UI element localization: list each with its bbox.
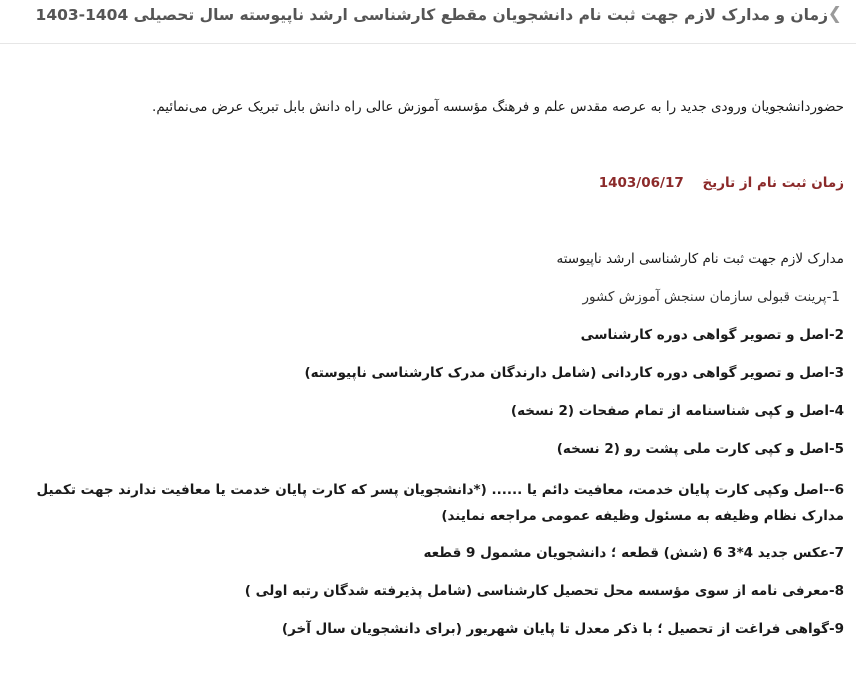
registration-label: زمان ثبت نام از تاریخ — [702, 175, 844, 191]
document-item-6: 6--اصل وکپی کارت پایان خدمت، معافیت دائم یا ...... (*دانشجویان پسر که کارت پایان خدمت یا معافیت ندارند جهت تکمیل مدارک نظام وظیفه به مسئول وظیفه عمومی مراجعه نمایند) — [36, 482, 844, 524]
document-item-1: 1-پرینت قبولی سازمان سنجش آموزش کشور — [582, 289, 840, 305]
document-item-9: 9-گواهی فراغت از تحصیل ؛ با ذکر معدل تا پایان شهریور (برای دانشجویان سال آخر) — [281, 621, 844, 637]
document-item-5: 5-اصل و کپی کارت ملی پشت رو (2 نسخه) — [556, 441, 844, 457]
registration-date: 1403/06/17 — [598, 175, 684, 191]
registration-date-line — [599, 173, 844, 193]
chevron-left-icon[interactable]: ❯ — [827, 4, 842, 24]
document-item-2: 2-اصل و تصویر گواهی دوره کارشناسی — [580, 327, 844, 343]
page-title[interactable]: زمان و مدارک لازم جهت ثبت نام دانشجویان مقطع کارشناسی ارشد ناپیوسته سال تحصیلی 1404-1403 — [35, 6, 828, 24]
document-item-3: 3-اصل و تصویر گواهی دوره کاردانی (شامل دارندگان مدرک کارشناسی ناپیوسته) — [304, 365, 844, 381]
document-item-7: 7-عکس جدید 4*3 6 (شش) قطعه ؛ دانشجویان مشمول 9 قطعه — [423, 545, 844, 561]
intro-paragraph: حضوردانشجویان ورودی جدید را به عرصه مقدس علم و فرهنگ مؤسسه آموزش عالی راه دانش بابل تبریک عرض می‌نمائیم. — [152, 99, 844, 115]
documents-heading: مدارک لازم جهت ثبت نام کارشناسی ارشد ناپیوسته — [556, 251, 844, 267]
article-header — [0, 0, 856, 44]
document-item-4: 4-اصل و کپی شناسنامه از تمام صفحات (2 نسخه) — [510, 403, 844, 419]
document-item-8: 8-معرفی نامه از سوی مؤسسه محل تحصیل کارشناسی (شامل پذیرفته شدگان رتبه اولی ) — [244, 583, 844, 599]
